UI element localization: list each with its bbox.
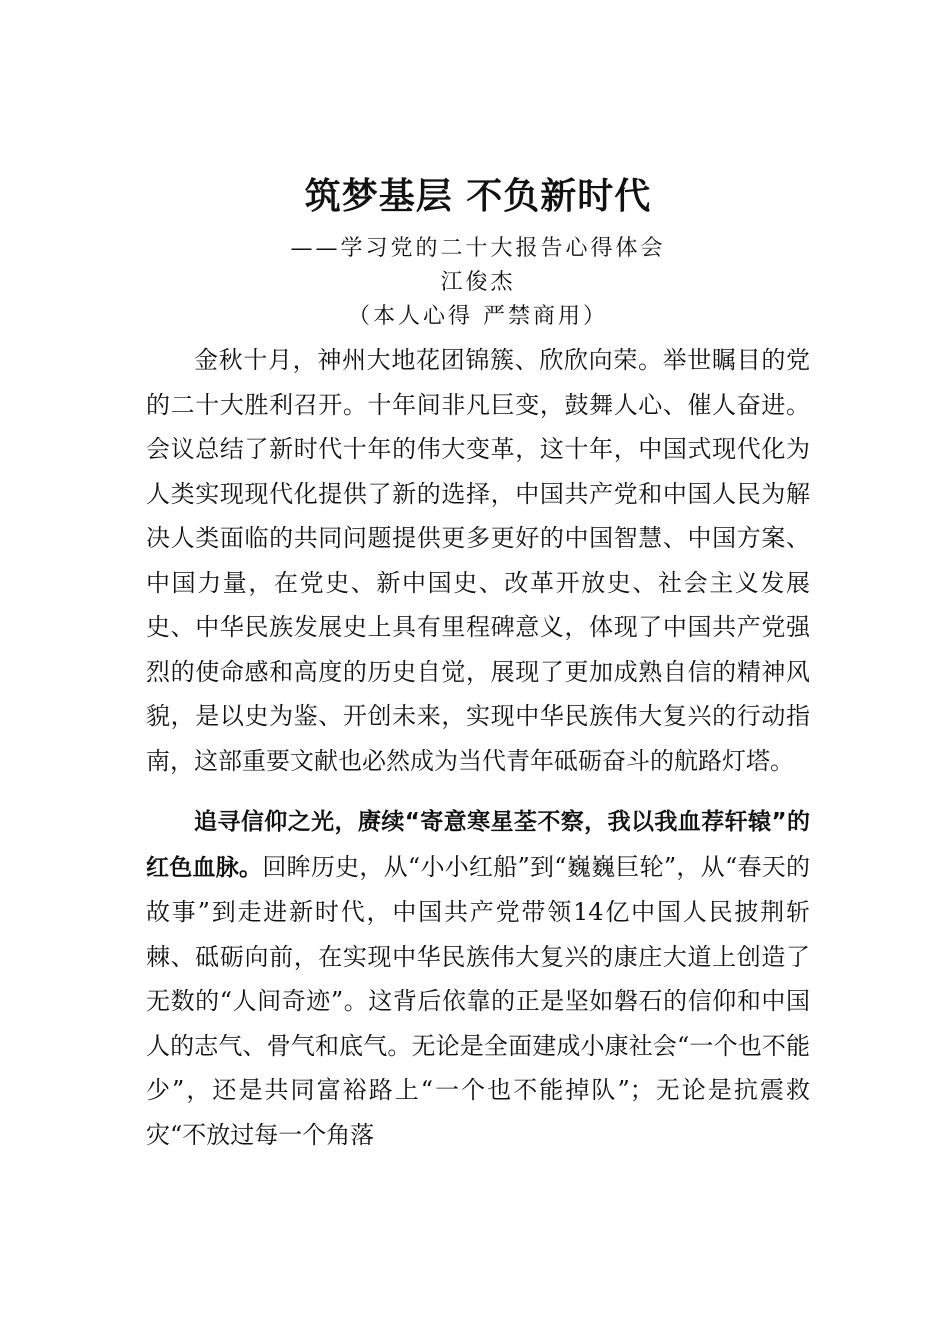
document-title: 筑梦基层 不负新时代	[304, 175, 652, 217]
document-subtitle: ——学习党的二十大报告心得体会	[290, 236, 666, 261]
author-name: 江俊杰	[440, 270, 516, 295]
document-page	[146, 170, 810, 1157]
usage-note: （本人心得 严禁商用）	[348, 304, 608, 329]
paragraph-2-text: 回眸历史，从“小小红船”到“巍巍巨轮”，从“春天的故事”到走进新时代，中国共产党带领14亿中国人民披荆斩棘、砥砺向前，在实现中华民族伟大复兴的康庄大道上创造了无数的“人间奇迹”。这背后依靠的正是坚如磐石的信仰和中国人的志气、骨气和底气。无论是全面建成小康社会“一个也不能少”，还是共同富裕路上“一个也不能掉队”；无论是抗震救灾“不放过每一个角落	[146, 852, 810, 1149]
paragraph-1-text: 金秋十月，神州大地花团锦簇、欣欣向荣。举世瞩目的党的二十大胜利召开。十年间非凡巨变，鼓舞人心、催人奋进。会议总结了新时代十年的伟大变革，这十年，中国式现代化为人类实现现代化提供了新的选择，中国共产党和中国人民为解决人类面临的共同问题提供更多更好的中国智慧、中国方案、中国力量，在党史、新中国史、改革开放史、社会主义发展史、中华民族发展史上具有里程碑意义，体现了中国共产党强烈的使命感和高度的历史自觉，展现了更加成熟自信的精神风貌，是以史为鉴、开创未来，实现中华民族伟大复兴的行动指南，这部重要文献也必然成为当代青年砥砺奋斗的航路灯塔。	[146, 346, 810, 775]
body-paragraph-1	[146, 338, 810, 783]
paragraph-2-lead: 追寻信仰之光，赓续“寄意寒星荃不察，我以我血荐轩辕”的红色血脉。	[146, 809, 810, 881]
body-paragraph-2	[146, 799, 810, 1157]
